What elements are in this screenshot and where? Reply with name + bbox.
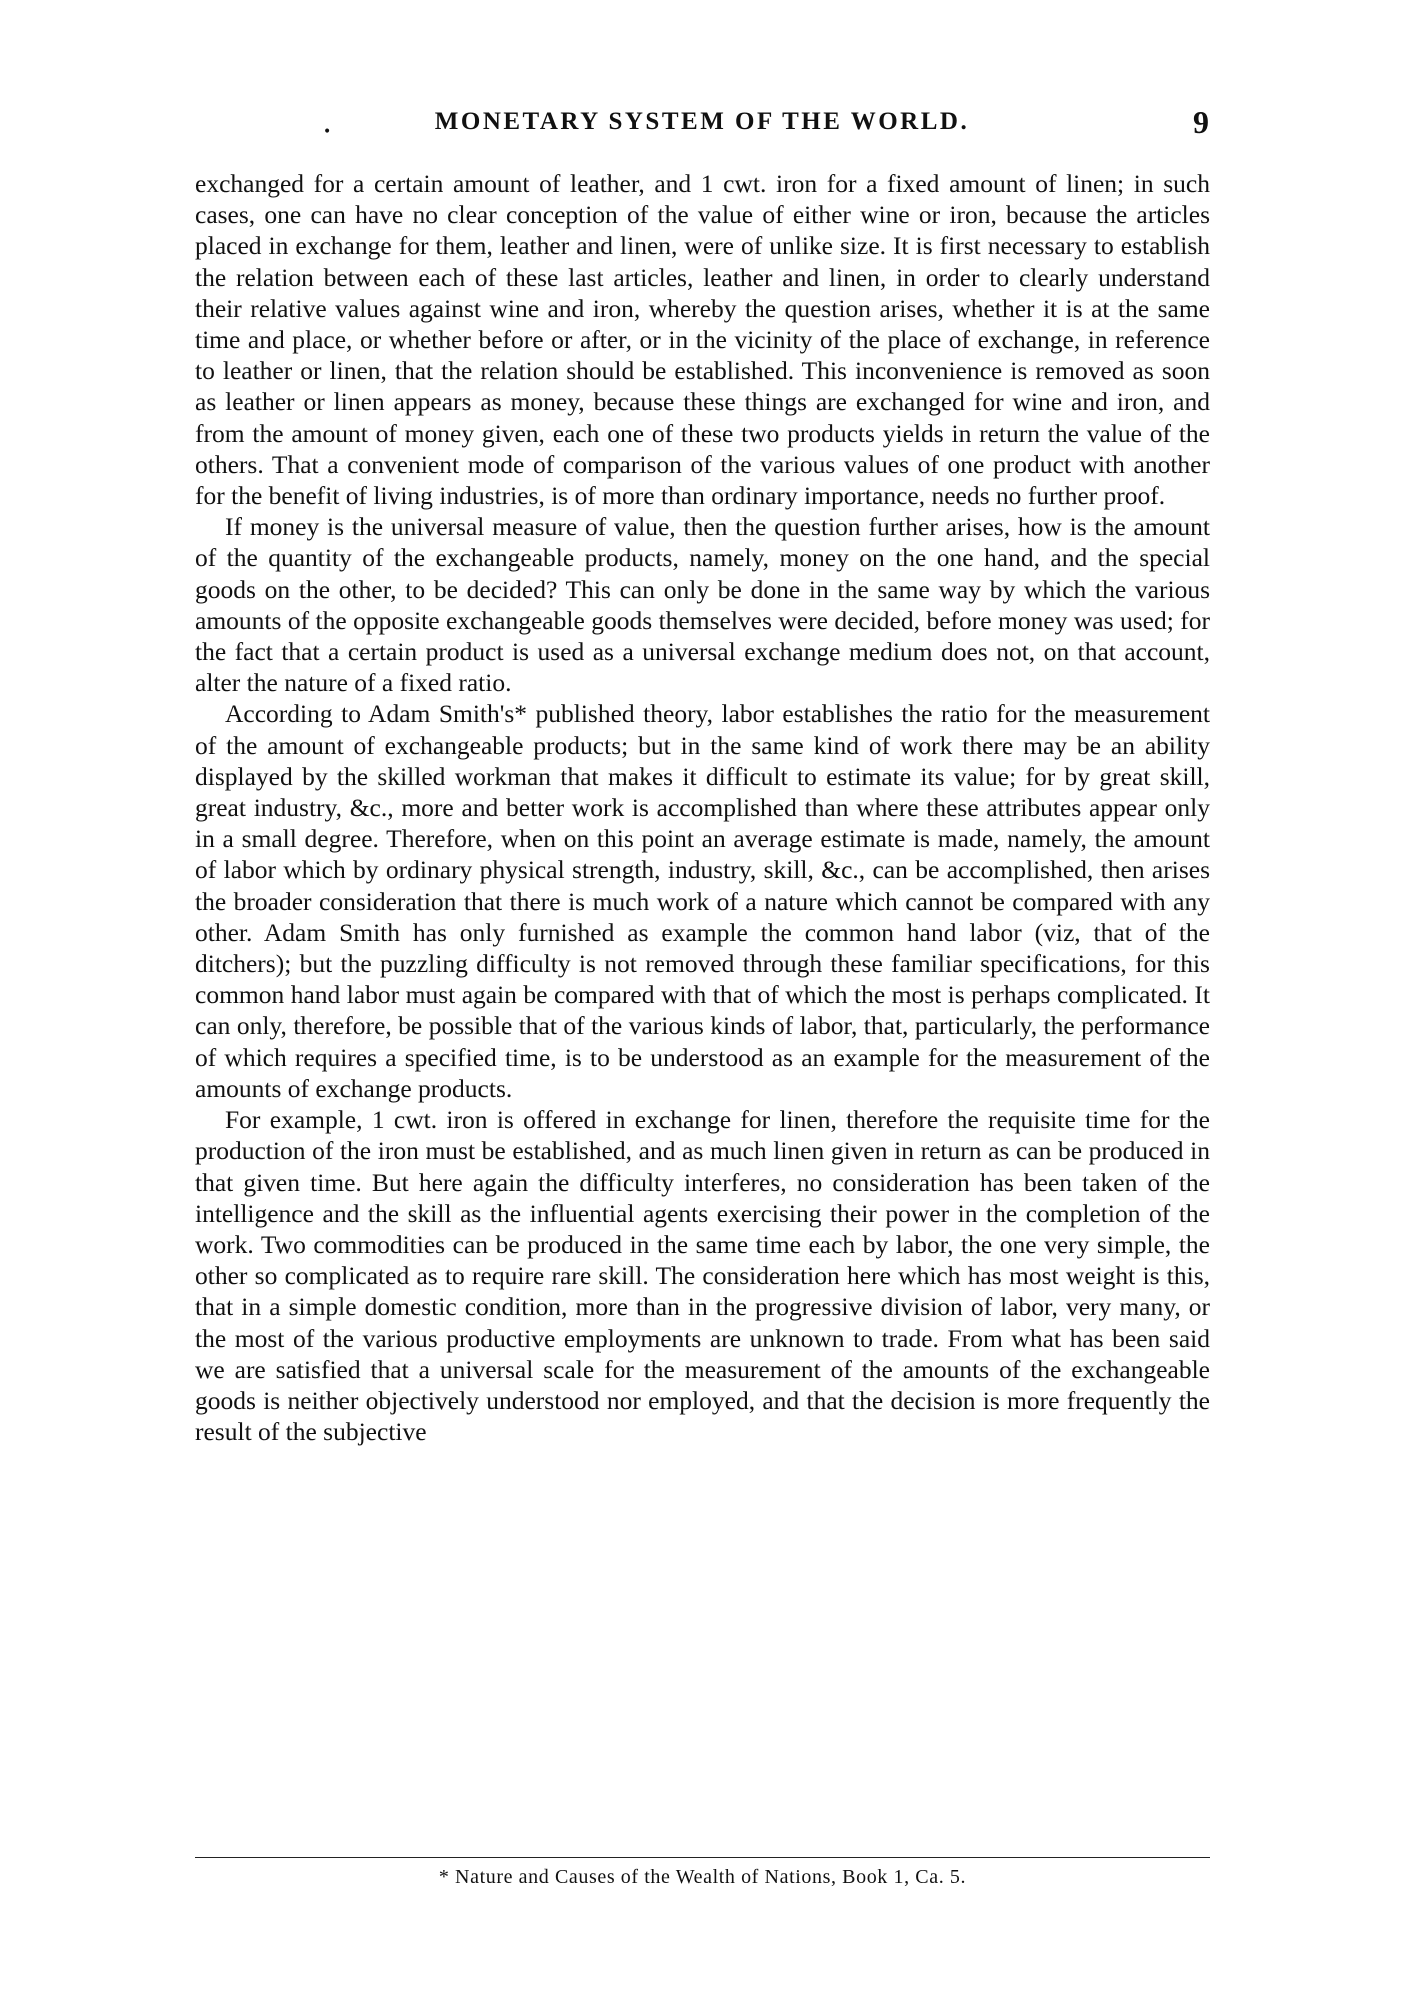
paragraph-adam-smith: According to Adam Smith's* published theory, labor establishes the ratio for the measurement of the amount of exchangeable products; but in the same kind of work there may be an ability displayed by the skilled workman that makes it difficult to estimate its value; for by great skill, great industry, &c., more and better work is accomplished than where these attributes appear only in a small degree. Therefore, when on this point an average estimate is made, namely, the amount of labor which by ordinary physical strength, industry, skill, &c., can be accomplished, then arises the broader consideration that there is much work of a nature which cannot be compared with any other. Adam Smith has only furnished as example the common hand labor (viz, that of the ditchers); but the puzzling difficulty is not removed through these familiar specifications, for this common hand labor must again be compared with that of which the most is perhaps complicated. It can only, therefore, be possible that of the various kinds of labor, that, particularly, the performance of which requires a specified time, is to be understood as an example for the measurement of the amounts of exchange products. <box>195 699 1210 1103</box>
page-number: 9 <box>1193 104 1209 140</box>
paragraph-money-measure: If money is the universal measure of value, then the question further arises, how is the amount of the quantity of the exchangeable products, namely, money on the one hand, and the special goods on the other, to be decided? This can only be done in the same way by which the various amounts of the opposite exchangeable goods themselves were decided, before money was used; for the fact that a certain product is used as a universal exchange medium does not, on that account, alter the nature of a fixed ratio. <box>195 512 1210 698</box>
footnote-rule <box>195 1857 1210 1858</box>
paragraph-example-iron: For example, 1 cwt. iron is offered in exchange for linen, therefore the requisite time for the production of the iron must be established, and as much linen given in return as can be produced in that given time. But here again the difficulty interferes, no consideration has been taken of the intelligence and the skill as the influential agents exercising their power in the completion of the work. Two commodities can be produced in the same time each by labor, the one very simple, the other so complicated as to require rare skill. The consideration here which has most weight is this, that in a simple domestic condition, more than in the progressive division of labor, very many, or the most of the various productive employments are unknown to trade. From what has been said we are satisfied that a universal scale for the measurement of the amounts of the exchangeable goods is neither objectively understood nor employed, and that the decision is more frequently the result of the subjective <box>195 1105 1210 1447</box>
running-header <box>195 104 1209 148</box>
body-text <box>195 168 1210 1447</box>
running-title: MONETARY SYSTEM OF THE WORLD. <box>434 108 970 135</box>
printer-mark: • <box>323 124 332 140</box>
footnote: * Nature and Causes of the Wealth of Nations, Book 1, Ca. 5. <box>438 1866 967 1888</box>
paragraph-continued: exchanged for a certain amount of leather, and 1 cwt. iron for a fixed amount of linen; in such cases, one can have no clear conception of the value of either wine or iron, because the articles placed in exchange for them, leather and linen, were of unlike size. It is first necessary to establish the relation between each of these last articles, leather and linen, in order to clearly understand their relative values against wine and iron, whereby the question arises, whether it is at the same time and place, or whether before or after, or in the vicinity of the place of exchange, in reference to leather or linen, that the relation should be established. This inconvenience is removed as soon as leather or linen appears as money, because these things are exchanged for wine and iron, and from the amount of money given, each one of these two products yields in return the value of the others. That a convenient mode of comparison of the various values of one product with another for the benefit of living industries, is of more than ordinary importance, needs no further proof. <box>195 169 1210 511</box>
